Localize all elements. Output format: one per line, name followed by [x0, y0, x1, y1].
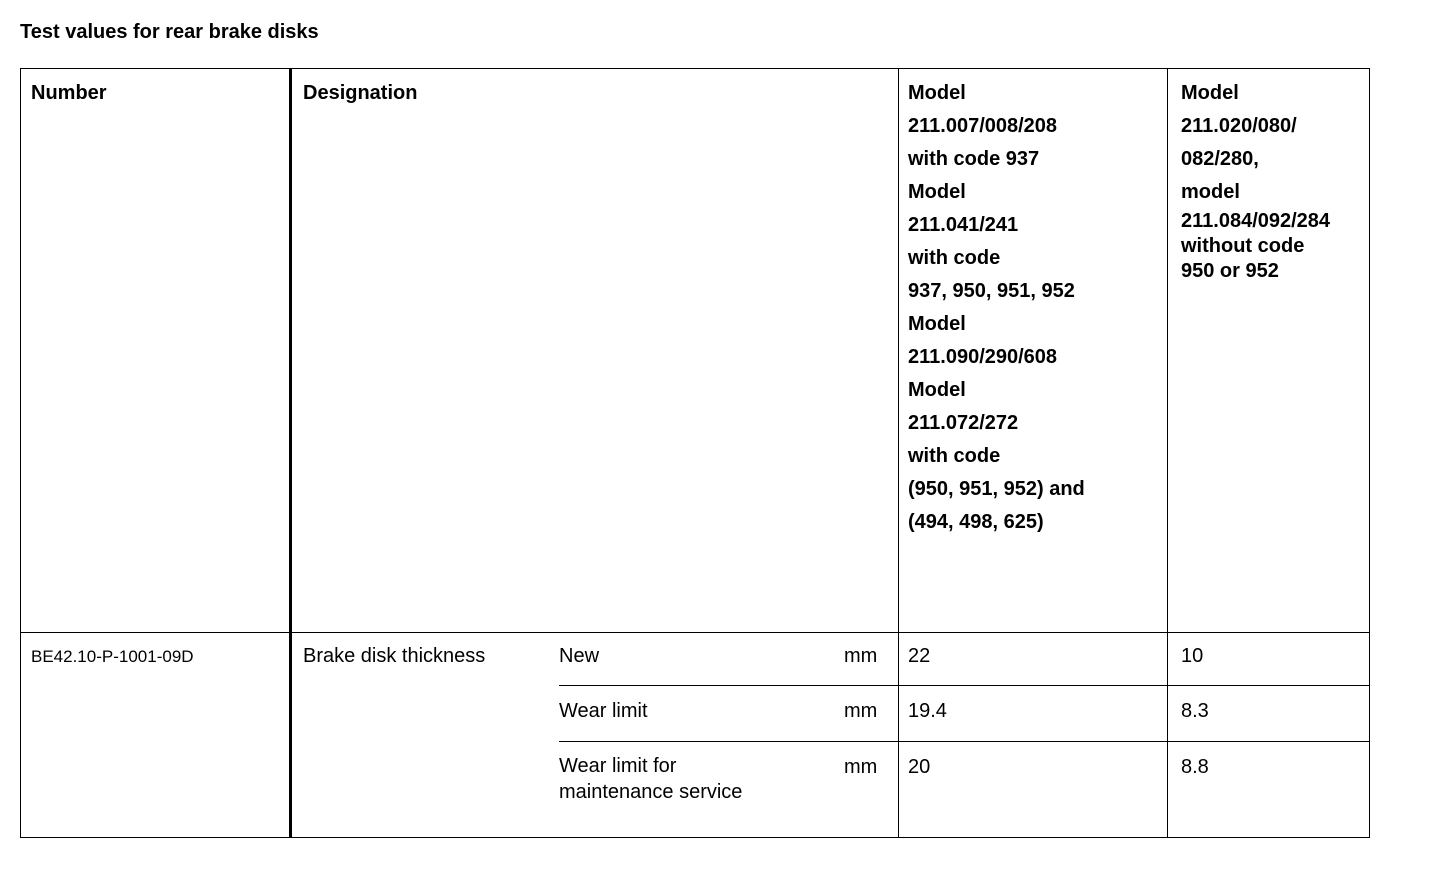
header-designation: Designation — [303, 82, 418, 104]
model-col2-line: model — [1181, 181, 1240, 203]
column-divider-model — [1167, 69, 1168, 837]
model-col1-line: (950, 951, 952) and — [908, 478, 1085, 500]
model-col1-line: 211.090/290/608 — [908, 346, 1058, 368]
header-model-col2 — [1181, 77, 1330, 284]
row-designation: Brake disk thickness — [303, 645, 486, 667]
model-col1-line: (494, 498, 625) — [908, 511, 1044, 533]
condition-unit: mm — [844, 700, 878, 722]
model-col1-line: with code — [908, 247, 1001, 269]
condition-label-line: Wear limit for — [559, 755, 677, 777]
model-col1-line: Model — [908, 313, 966, 335]
condition-label — [559, 753, 742, 805]
column-divider-designation — [898, 69, 899, 837]
model-col2-line: Model — [1181, 82, 1239, 104]
condition-divider-2 — [559, 741, 1369, 742]
value-col2: 10 — [1181, 645, 1204, 667]
model-col2-line: 082/280, — [1181, 148, 1259, 170]
condition-unit: mm — [844, 756, 878, 778]
model-col1-line: 211.041/241 — [908, 214, 1019, 236]
header-row-divider — [21, 632, 1369, 633]
condition-label-line: maintenance service — [559, 781, 743, 803]
model-col2-line: 211.020/080/ — [1181, 115, 1297, 137]
header-model-col1 — [908, 77, 1085, 539]
model-col1-line: 937, 950, 951, 952 — [908, 280, 1075, 302]
condition-unit: mm — [844, 645, 878, 667]
test-values-table — [20, 68, 1370, 838]
condition-label: New — [559, 645, 600, 667]
condition-divider-1 — [559, 685, 1369, 686]
model-col1-line: 211.072/272 — [908, 412, 1019, 434]
model-col1-line: 211.007/008/208 — [908, 115, 1058, 137]
condition-label: Wear limit — [559, 700, 648, 722]
model-col1-line: with code — [908, 445, 1001, 467]
model-col2-line: without code — [1181, 235, 1305, 257]
model-col1-line: Model — [908, 82, 966, 104]
model-col1-line: Model — [908, 181, 966, 203]
model-col2-line: 950 or 952 — [1181, 260, 1279, 282]
value-col2: 8.3 — [1181, 700, 1209, 722]
model-col2-line: 211.084/092/284 — [1181, 210, 1331, 232]
value-col1: 22 — [908, 645, 931, 667]
column-divider-number — [289, 69, 292, 837]
model-col1-line: with code 937 — [908, 148, 1040, 170]
header-number: Number — [31, 82, 107, 104]
value-col1: 19.4 — [908, 700, 947, 722]
value-col2: 8.8 — [1181, 756, 1209, 778]
value-col1: 20 — [908, 756, 931, 778]
row-number: BE42.10-P-1001-09D — [31, 647, 194, 666]
model-col1-line: Model — [908, 379, 966, 401]
document-title: Test values for rear brake disks — [20, 21, 319, 43]
